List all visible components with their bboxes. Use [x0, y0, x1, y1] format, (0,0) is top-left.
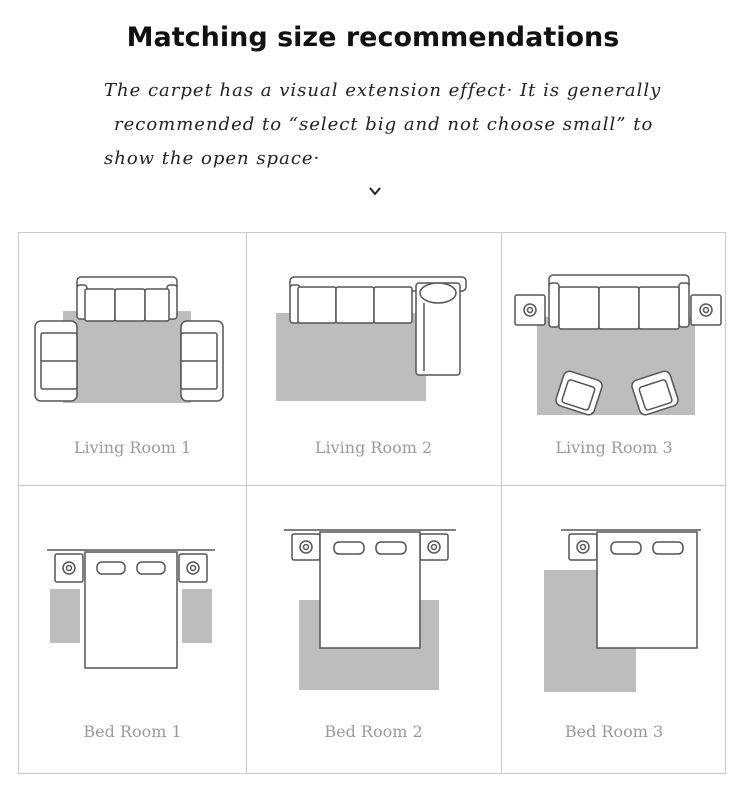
- chevron-down-icon: [369, 186, 381, 196]
- description-line-3: show the open space·: [104, 148, 321, 169]
- room-card-bed-1: [19, 486, 246, 775]
- room-card-bed-3: [501, 486, 727, 775]
- room-label: Bed Room 3: [564, 722, 664, 741]
- description: [104, 74, 704, 176]
- room-card-bed-2: [246, 486, 501, 775]
- room-card-living-1: [19, 233, 246, 485]
- room-label: Bed Room 1: [83, 722, 182, 741]
- room-label: Living Room 3: [555, 438, 673, 457]
- room-label: Living Room 1: [73, 438, 192, 457]
- room-label: Bed Room 2: [324, 722, 423, 741]
- room-label: Living Room 2: [314, 438, 433, 457]
- room-card-living-3: [501, 233, 727, 485]
- description-line-1: The carpet has a visual extension effect· It is generally: [104, 80, 662, 101]
- description-line-2: recommended to “select big and not choose small” to: [114, 114, 654, 135]
- room-card-living-2: [246, 233, 501, 485]
- page-title: Matching size recommendations: [126, 22, 620, 53]
- room-grid: [18, 232, 726, 774]
